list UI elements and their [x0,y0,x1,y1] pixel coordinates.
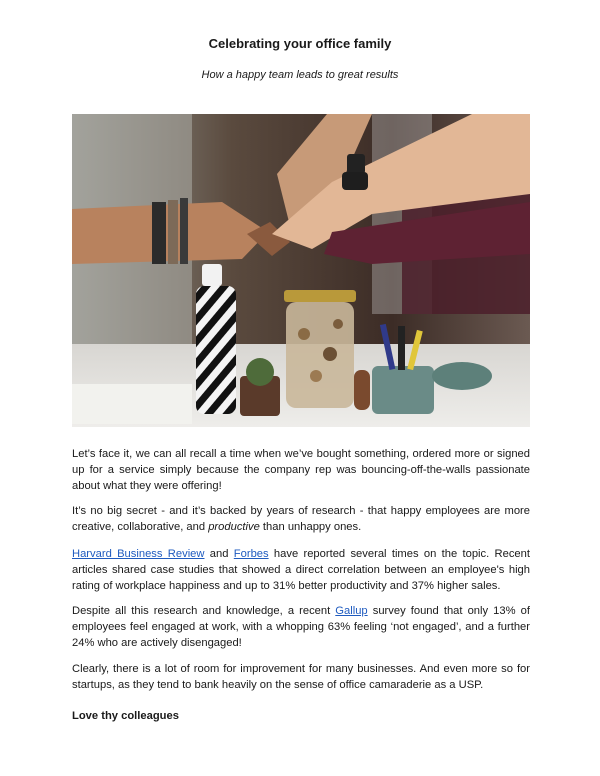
gallup-link[interactable]: Gallup [335,605,368,617]
paragraph-startups: Clearly, there is a lot of room for improvement for many businesses. And even more so for startups, as they tend to bank heavily on the sense of office camaraderie as a USP. [72,663,530,691]
paragraph-gallup-text: Despite all this research and knowledge, a recent [72,605,336,617]
section-heading: Love thy colleagues [72,710,179,722]
paragraph-research-end: than unhappy ones. [259,521,362,533]
paragraph-studies-and: and [204,548,234,560]
harvard-business-review-link[interactable]: Harvard Business Review [72,548,205,560]
productive-emphasis: productive [208,521,260,533]
paragraph-studies [72,546,530,594]
paragraph-studies-text: have reported several times on the topic. Recent articles shared case studies that showed a direct correlation between an employee's high rating of workplace happiness and up to 31% better productivity and 37% higher sales. [72,548,530,592]
paragraph-gallup [72,603,530,651]
paragraph-gallup-end: survey found that only 13% of employees feel engaged at work, with a whopping 63% feeling ‘not engaged’, and a further 24% who are actively disengaged! [72,605,530,649]
team-fist-bump-photo [72,114,530,427]
document-subtitle: How a happy team leads to great results [201,69,399,81]
document-title: Celebrating your office family [208,36,392,51]
paragraph-research-text: It’s no big secret - and it’s backed by years of research - that happy employees are more creative, collaborative, and [72,505,530,533]
paragraph-research [72,503,530,535]
forbes-link[interactable]: Forbes [233,548,269,560]
paragraph-intro: Let’s face it, we can all recall a time when we’ve bought something, ordered more or signed up for a service simply because the company rep was bouncing-off-the-walls passionate about what they were offering! [72,448,530,492]
